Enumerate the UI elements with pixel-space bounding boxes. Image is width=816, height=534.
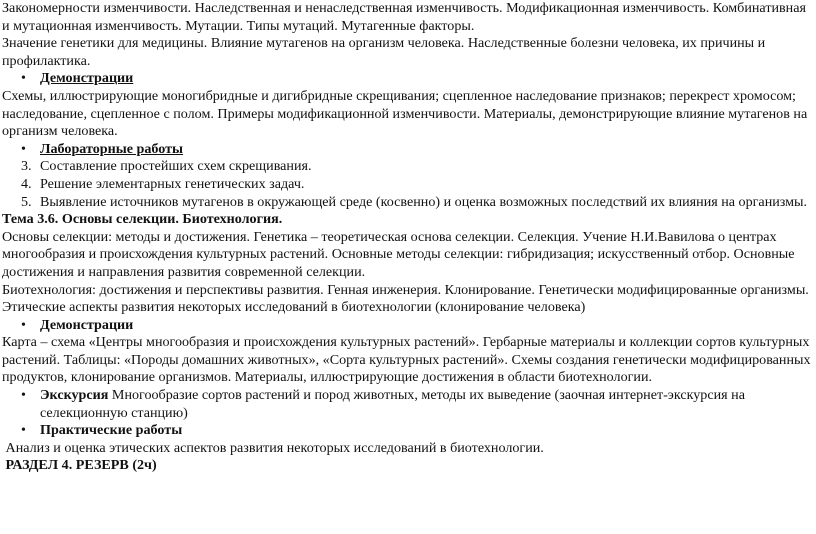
topic-title: Тема 3.6. Основы селекции. Биотехнология. <box>2 211 283 228</box>
bullet-icon: • <box>21 387 26 404</box>
bullet-demonstrations-2 <box>2 317 814 335</box>
list-item-text: Решение элементарных генетических задач. <box>40 175 305 192</box>
bullet-icon: • <box>21 422 26 439</box>
paragraph-biotechnology: Биотехнология: достижения и перспективы развития. Генная инженерия. Клонирование. Генетически модифицированные организмы. Этические аспекты развития некоторых исследований в биотехнологии (клонирование человека) <box>2 281 809 316</box>
bullet-excursion <box>2 387 814 422</box>
bullet-icon: • <box>21 316 26 333</box>
paragraph-variability: Закономерности изменчивости. Наследственная и ненаследственная изменчивость. Модификационная изменчивость. Комбинативная и мутационная изменчивость. Мутации. Типы мутаций. Мутагенные факторы. <box>2 0 806 34</box>
paragraph-selection: Основы селекции: методы и достижения. Генетика – теоретическая основа селекции. Селекция. Учение Н.И.Вавилова о центрах многообразия и происхождения культурных растений. Основные методы селекции: гибридизация; искусственный отбор. Основные достижения и направления развития современной селекции. <box>2 228 795 280</box>
paragraph-medicine: Значение генетики для медицины. Влияние мутагенов на организм человека. Наследственные болезни человека, их причины и профилактика. <box>2 35 766 69</box>
list-item-text: Выявление источников мутагенов в окружающей среде (косвенно) и оценка возможных последствий их влияния на организмы. <box>40 193 808 210</box>
excursion-text: Многообразие сортов растений и пород животных, методы их выведение (заочная интернет-экскурсия на селекционную станцию) <box>40 387 745 421</box>
paragraph-demonstrations-2: Карта – схема «Центры многообразия и происхождения культурных растений». Гербарные материалы и коллекции сортов культурных растений. Таблицы: «Породы домашних животных», «Сорта культурных растений». Схемы создания генетически модифицированных продуктов, клонирование организмов. Материалы, иллюстрирующие достижения в области биотехнологии. <box>2 334 811 386</box>
bullet-demonstrations-1 <box>2 70 814 88</box>
bullet-icon: • <box>21 140 26 157</box>
paragraph-practical: Анализ и оценка этических аспектов развития некоторых исследований в биотехнологии. <box>2 439 544 456</box>
bullet-lab-works <box>2 141 814 159</box>
section-title: РАЗДЕЛ 4. РЕЗЕРВ (2ч) <box>2 457 157 474</box>
bullet-practical <box>2 422 814 440</box>
list-item <box>2 176 814 194</box>
list-item <box>2 158 814 176</box>
heading-demonstrations-1: Демонстрации <box>40 70 134 87</box>
heading-lab-works: Лабораторные работы <box>40 140 184 157</box>
bullet-icon: • <box>21 70 26 87</box>
section-heading <box>2 457 814 475</box>
heading-practical: Практические работы <box>40 422 183 439</box>
list-item <box>2 194 814 212</box>
topic-heading <box>2 211 814 229</box>
list-number: 5. <box>21 193 32 210</box>
list-number: 4. <box>21 175 32 192</box>
paragraph-demonstrations-1: Схемы, иллюстрирующие моногибридные и дигибридные скрещивания; сцепленное наследование признаков; перекрест хромосом; наследование, сцепленное с полом. Примеры модификационной изменчивости. Материалы, демонстрирующие влияние мутагенов на организм человека. <box>2 87 808 140</box>
list-number: 3. <box>21 158 32 175</box>
heading-excursion: Экскурсия <box>40 387 109 404</box>
list-item-text: Составление простейших схем скрещивания. <box>40 158 312 175</box>
heading-demonstrations-2: Демонстрации <box>40 316 134 333</box>
